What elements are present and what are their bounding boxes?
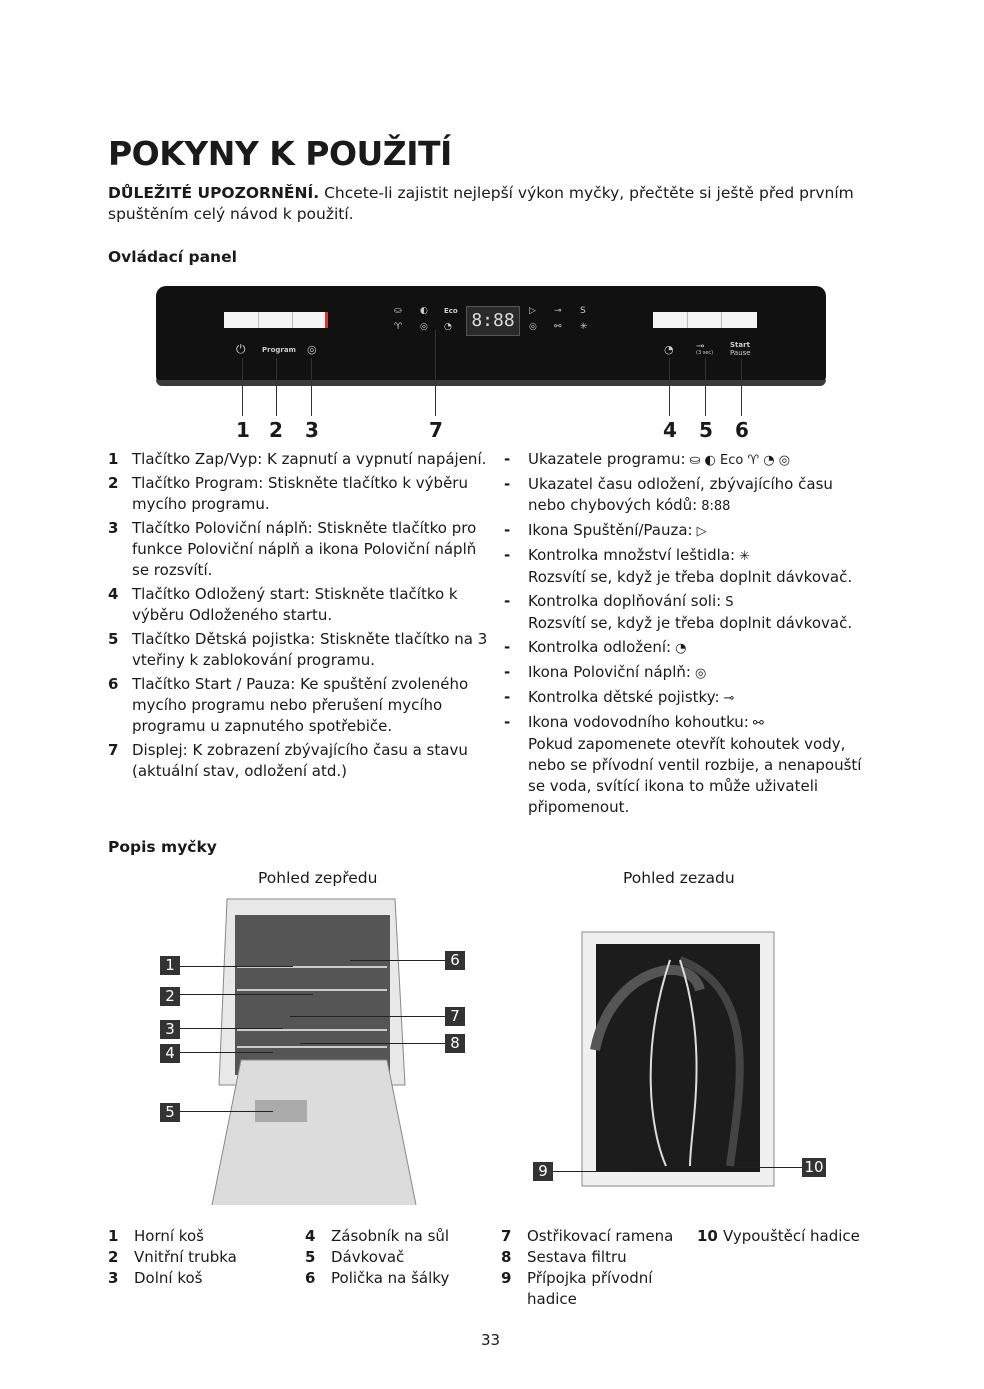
list-item: - Ukazatel času odložení, zbývajícího času nebo chybových kódů: 8:88 (504, 475, 833, 514)
back-caption: Pohled zezadu (623, 869, 735, 887)
child-lock-icon: ⊸ (723, 691, 735, 706)
part-item: 3 Dolní koš (108, 1269, 203, 1287)
callout-6: 6 (735, 418, 749, 442)
panel-display: 8:88 (466, 306, 520, 336)
display-icon: 8:88 (701, 499, 731, 514)
front-label-8: 8 (445, 1034, 465, 1053)
front-label-3: 3 (160, 1020, 180, 1039)
salt-icon: S (580, 306, 586, 316)
rinse-aid-icon: ✳ (739, 549, 750, 564)
parts-column-3 (501, 1226, 681, 1310)
front-label-4: 4 (160, 1044, 180, 1063)
intensive-icon: ◐ (420, 306, 428, 316)
callout-7: 7 (429, 418, 443, 442)
program-indicators-icon: ⛀ ◐ Eco ♈ ◔ ◎ (689, 453, 791, 468)
front-label-6: 6 (445, 951, 465, 970)
start-pause-icon: ▷ (696, 524, 707, 539)
part-item: 1 Horní koš (108, 1227, 204, 1245)
list-item: - Kontrolka odložení: ◔ (504, 638, 687, 656)
parts-column-1 (108, 1226, 298, 1289)
list-item: - Kontrolka doplňování soli: S Rozsvítí se, když je třeba doplnit dávkovač. (504, 592, 853, 632)
list-item: - Kontrolka dětské pojistky: ⊸ (504, 688, 735, 706)
start-pause-icon: ▷ (529, 306, 536, 316)
list-item: - Ukazatele programu: ⛀ ◐ Eco ♈ ◔ ◎ (504, 450, 791, 468)
front-label-7: 7 (445, 1007, 465, 1026)
half-load-icon: ◎ (694, 666, 707, 681)
part-item: 2 Vnitřní trubka (108, 1248, 237, 1266)
quick-icon: ◎ (420, 322, 428, 332)
control-panel-heading: Ovládací panel (108, 248, 237, 266)
delay-start-icon: ◔ (664, 343, 674, 356)
control-panel-image (156, 286, 826, 386)
panel-pause-label: Pause (730, 349, 751, 357)
description-heading: Popis myčky (108, 838, 217, 856)
part-item: 7 Ostřikovací ramena (501, 1227, 674, 1245)
list-item: - Kontrolka množství leštidla: ✳ Rozsvítí se, když je třeba doplnit dávkovač. (504, 546, 853, 586)
parts-column-2 (305, 1226, 495, 1289)
front-caption: Pohled zepředu (258, 869, 378, 887)
button-list (108, 449, 488, 785)
panel-start-label: Start (730, 341, 750, 349)
page-number: 33 (481, 1331, 501, 1349)
list-item: 5 Tlačítko Dětská pojistka: Stiskněte tlačítko na 3 vteřiny k zablokování programu. (108, 630, 488, 669)
part-item: 4 Zásobník na sůl (305, 1227, 450, 1245)
intro-text: Chcete-li zajistit nejlepší výkon myčky, přečtěte si ještě před prvním spuštěním celý návod k použití. (108, 184, 854, 223)
salt-icon: S (725, 595, 734, 610)
right-button-strip (653, 312, 757, 328)
part-item: 10 Vypouštěcí hadice (697, 1227, 860, 1245)
part-item: 8 Sestava filtru (501, 1248, 627, 1266)
callout-5: 5 (699, 418, 713, 442)
back-label-9: 9 (533, 1162, 553, 1181)
list-item: 7 Displej: K zobrazení zbývajícího času a stavu (aktuální stav, odložení atd.) (108, 741, 468, 780)
tap-icon: ⚯ (752, 716, 764, 731)
intro-paragraph (108, 183, 878, 225)
intro-bold: DŮLEŽITÉ UPOZORNĚNÍ. (108, 184, 320, 202)
page-title: POKYNY K POUŽITÍ (108, 134, 452, 173)
callout-2: 2 (269, 418, 283, 442)
glass-icon: ♈ (394, 322, 403, 332)
pot-icon: ⛀ (394, 306, 402, 316)
part-item: 6 Polička na šálky (305, 1269, 450, 1287)
part-item: 5 Dávkovač (305, 1248, 405, 1266)
delay-icon: ◔ (444, 322, 452, 332)
half-load-icon: ◎ (307, 343, 317, 356)
callout-1: 1 (236, 418, 250, 442)
list-item: 6 Tlačítko Start / Pauza: Ke spuštění zvoleného mycího programu nebo přerušení mycího programu u zapnutého spotřebiče. (108, 675, 469, 735)
front-label-1: 1 (160, 956, 180, 975)
left-button-strip (224, 312, 328, 328)
indicator-list (504, 449, 874, 821)
list-item: - Ikona Poloviční náplň: ◎ (504, 663, 707, 681)
tap-icon: ⚯ (554, 322, 562, 332)
callout-4: 4 (663, 418, 677, 442)
panel-program-label: Program (262, 346, 296, 354)
parts-column-4 (697, 1226, 887, 1247)
back-view-photo (580, 930, 776, 1188)
list-item: - Ikona vodovodního kohoutku: ⚯ Pokud zapomenete otevřít kohoutek vody, nebo se přívodní ventil rozbije, a nenapouští se voda, svítící ikona to může uživateli připomenout. (504, 713, 862, 816)
part-item: 9 Přípojka přívodní hadice (501, 1269, 653, 1308)
back-label-10: 10 (802, 1158, 826, 1177)
child-lock-icon: ⊸ (554, 306, 562, 316)
delay-icon: ◔ (675, 641, 687, 656)
list-item: 3 Tlačítko Poloviční náplň: Stiskněte tlačítko pro funkce Poloviční náplň a ikona Poloviční náplň se rozsvítí. (108, 519, 477, 579)
rinse-aid-icon: ✳ (580, 322, 588, 332)
list-item: 4 Tlačítko Odložený start: Stiskněte tlačítko k výběru Odloženého startu. (108, 585, 458, 624)
list-item: - Ikona Spuštění/Pauza: ▷ (504, 521, 707, 539)
front-label-2: 2 (160, 987, 180, 1006)
front-view-photo (155, 895, 475, 1205)
half-load-indicator-icon: ◎ (529, 322, 537, 332)
list-item: 1 Tlačítko Zap/Vyp: K zapnutí a vypnutí napájení. (108, 450, 487, 468)
list-item: 2 Tlačítko Program: Stiskněte tlačítko k výběru mycího programu. (108, 474, 468, 513)
panel-eco-label: Eco (444, 307, 458, 315)
callout-3: 3 (305, 418, 319, 442)
panel-lock-time: (3 sec) (696, 350, 714, 356)
power-icon: ⏻ (236, 342, 246, 356)
front-label-5: 5 (160, 1103, 180, 1122)
lock-icon: ⊸ (696, 341, 705, 352)
